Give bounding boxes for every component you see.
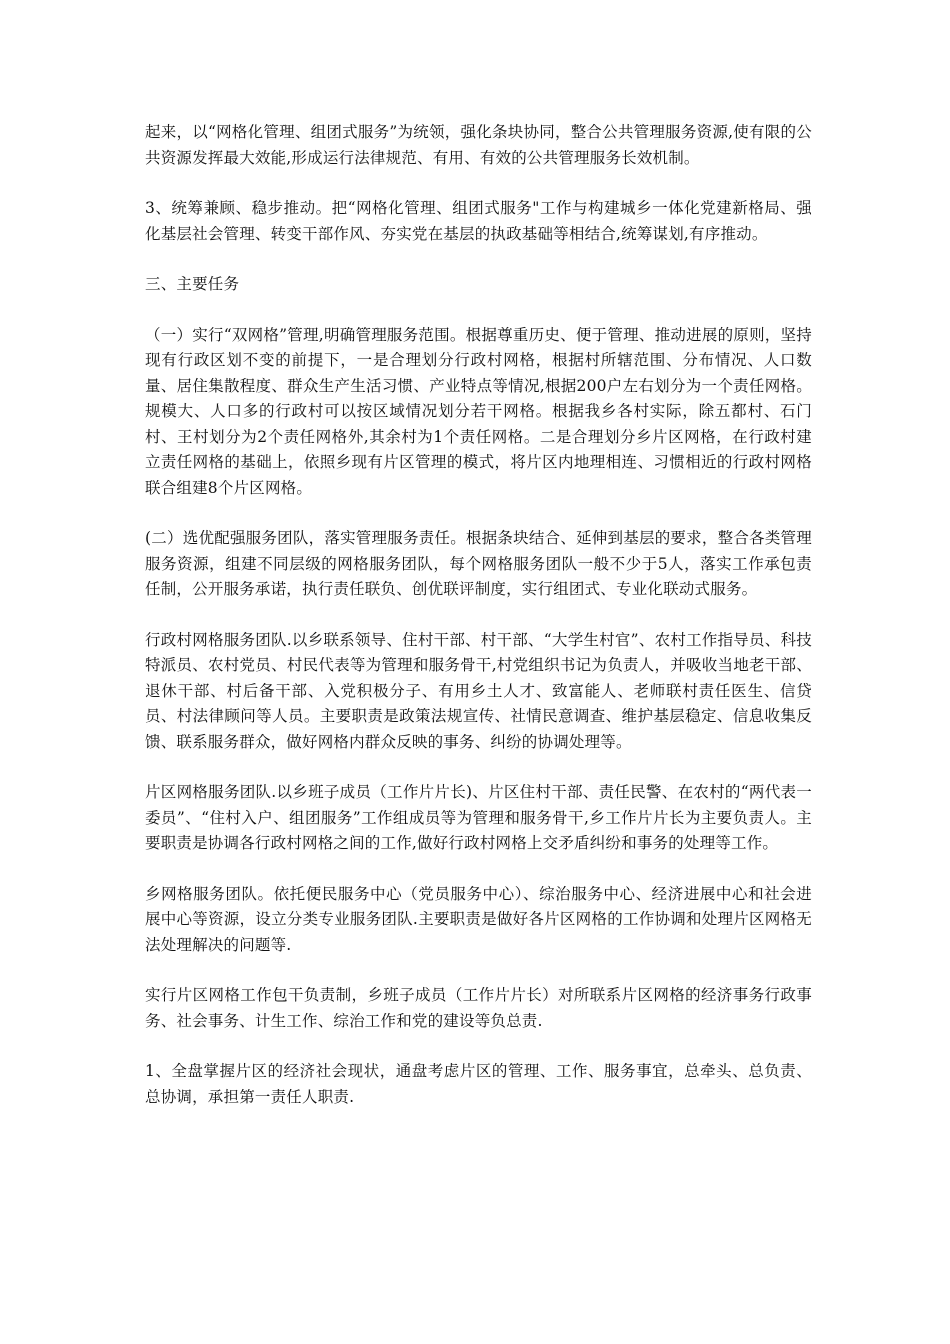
paragraph-village-team: 行政村网格服务团队.以乡联系领导、住村干部、村干部、“大学生村官”、农村工作指导员、科技特派员、农村党员、村民代表等为管理和服务骨干,村党组织书记为负责人，并吸收当地老干部、退休干部、村后备干部、入党积极分子、有用乡土人才、致富能人、老师联村责任医生、信贷员、村法律顾问等人员。主要职责是政策法规宣传、社情民意调查、维护基层稳定、信息收集反馈、联系服务群众，做好网格内群众反映的事务、纠纷的协调处理等。: [145, 630, 812, 751]
paragraph-item-3: 3、统筹兼顾、稳步推动。把“网格化管理、组团式服务"工作与构建城乡一体化党建新格局、强化基层社会管理、转变干部作风、夯实党在基层的执政基础等相结合,统筹谋划,有序推动。: [145, 199, 812, 243]
paragraph-township-team: 乡网格服务团队。依托便民服务中心（党员服务中心）、综治服务中心、经济进展中心和社会进展中心等资源，设立分类专业服务团队.主要职责是做好各片区网格的工作协调和处理片区网格无法处理解决的问题等.: [145, 884, 812, 954]
paragraph-task-1: （一）实行“双网格”管理,明确管理服务范围。根据尊重历史、便于管理、推动进展的原则，坚持现有行政区划不变的前提下，一是合理划分行政村网格，根据村所辖范围、分布情况、人口数量、居住集散程度、群众生产生活习惯、产业特点等情况,根据200户左右划分为一个责任网格。规模大、人口多的行政村可以按区域情况划分若干网格。根据我乡各村实际，除五都村、石门村、王村划分为2个责任网格外,其余村为1个责任网格。二是合理划分乡片区网格，在行政村建立责任网格的基础上，依照乡现有片区管理的模式，将片区内地理相连、习惯相近的行政村网格联合组建8个片区网格。: [145, 325, 812, 497]
paragraph-item-1: 1、全盘掌握片区的经济社会现状，通盘考虑片区的管理、工作、服务事宜，总牵头、总负责、总协调，承担第一责任人职责.: [145, 1062, 812, 1106]
document-body: [145, 120, 812, 1135]
paragraph-continuation: 起来，以“网格化管理、组团式服务”为统领，强化条块协同，整合公共管理服务资源,使有限的公共资源发挥最大效能,形成运行法律规范、有用、有效的公共管理服务长效机制。: [145, 123, 812, 167]
paragraph-responsibility-system: 实行片区网格工作包干负责制，乡班子成员（工作片片长）对所联系片区网格的经济事务行政事务、社会事务、计生工作、综治工作和党的建设等负总责.: [145, 986, 812, 1030]
section-heading-main-tasks: 三、主要任务: [145, 275, 240, 293]
paragraph-task-2: (二）选优配强服务团队，落实管理服务责任。根据条块结合、延伸到基层的要求，整合各类管理服务资源，组建不同层级的网格服务团队，每个网格服务团队一般不少于5人，落实工作承包责任制，公开服务承诺，执行责任联负、创优联评制度，实行组团式、专业化联动式服务。: [145, 529, 812, 598]
paragraph-district-team: 片区网格服务团队.以乡班子成员（工作片片长)、片区住村干部、责任民警、在农村的“两代表一委员”、“住村入户、组团服务”工作组成员等为管理和服务骨干,乡工作片片长为主要负责人。主要职责是协调各行政村网格之间的工作,做好行政村网格上交矛盾纠纷和事务的处理等工作。: [145, 783, 812, 852]
